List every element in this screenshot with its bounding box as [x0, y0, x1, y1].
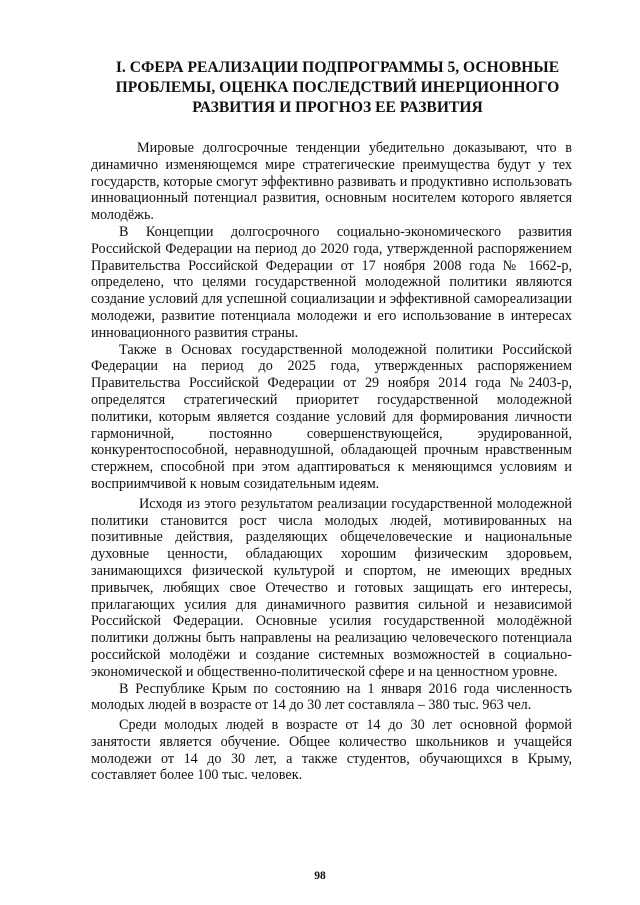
section-heading	[100, 58, 575, 118]
paragraph-policy-result: Исходя из этого результатом реализации государственной молодежной политики становится рост числа молодых людей, мотивированных на позитивные действия, разделяющих общечеловеческие и национальные духовные ценности, обладающих хорошим физическим здоровьем, занимающихся физической культурой и спортом, не имеющих вредных привычек, любящих свое Отечество и готовых защищать его интересы, прилагающих усилия для динамичного развития сильной и независимой Российской Федерации. Основные усилия государственной молодёжной политики должны быть направлены на реализацию человеческого потенциала российской молодёжи и создание системных возможностей в социально-экономической и общественно-политической сфере и на ценностном уровне.	[91, 495, 572, 680]
heading-line: ПРОБЛЕМЫ, ОЦЕНКА ПОСЛЕДСТВИЙ ИНЕРЦИОННОГО	[115, 79, 560, 96]
body-text	[91, 140, 572, 784]
page-number: 98	[314, 870, 326, 882]
paragraph-concept-2020: В Концепции долгосрочного социально-экономического развития Российской Федерации на период до 2020 года, утвержденной распоряжением Правительства Российской Федерации от 17 ноября 2008 года № 1662-р, определено, что целями государственной молодежной политики являются создание условий для успешной социализации и эффективной самореализации молодежи, развитие потенциала молодежи и его использование в интересах инновационного развития страны.	[91, 223, 572, 341]
heading-line: I. СФЕРА РЕАЛИЗАЦИИ ПОДПРОГРАММЫ 5, ОСНОВНЫЕ	[115, 59, 560, 76]
paragraph-youth-employment: Среди молодых людей в возрасте от 14 до 30 лет основной формой занятости является обучение. Общее количество школьников и учащейся молодежи от 14 до 30 лет, а также студентов, обучающихся в Крыму, составляет более 100 тыс. человек.	[91, 717, 572, 784]
paragraph-intro: Мировые долгосрочные тенденции убедительно доказывают, что в динамично изменяющемся мире стратегические преимущества будут у тех государств, которые смогут эффективно развивать и продуктивно использовать инновационный потенциал развития, основным носителем которого является молодёжь.	[91, 140, 572, 224]
paragraph-foundations-2025: Также в Основах государственной молодежной политики Российской Федерации на период до 2025 года, утвержденных распоряжением Правительства Российской Федерации от 29 ноября 2014 года №2403-р, определятся стратегический приоритет государственной молодежной политики, которым является создание условий для формирования личности гармоничной, постоянно совершенствующейся, эрудированной, конкурентоспособной, неравнодушной, обладающей прочным нравственным стержнем, способной при этом адаптироваться к меняющимся условиям и восприимчивой к новым созидательным идеям.	[91, 341, 572, 492]
heading-line: РАЗВИТИЯ И ПРОГНОЗ ЕЕ РАЗВИТИЯ	[192, 99, 483, 116]
paragraph-crimea-population: В Республике Крым по состоянию на 1 января 2016 года численность молодых людей в возрасте от 14 до 30 лет составляла – 380 тыс. 963 чел.	[91, 680, 572, 714]
